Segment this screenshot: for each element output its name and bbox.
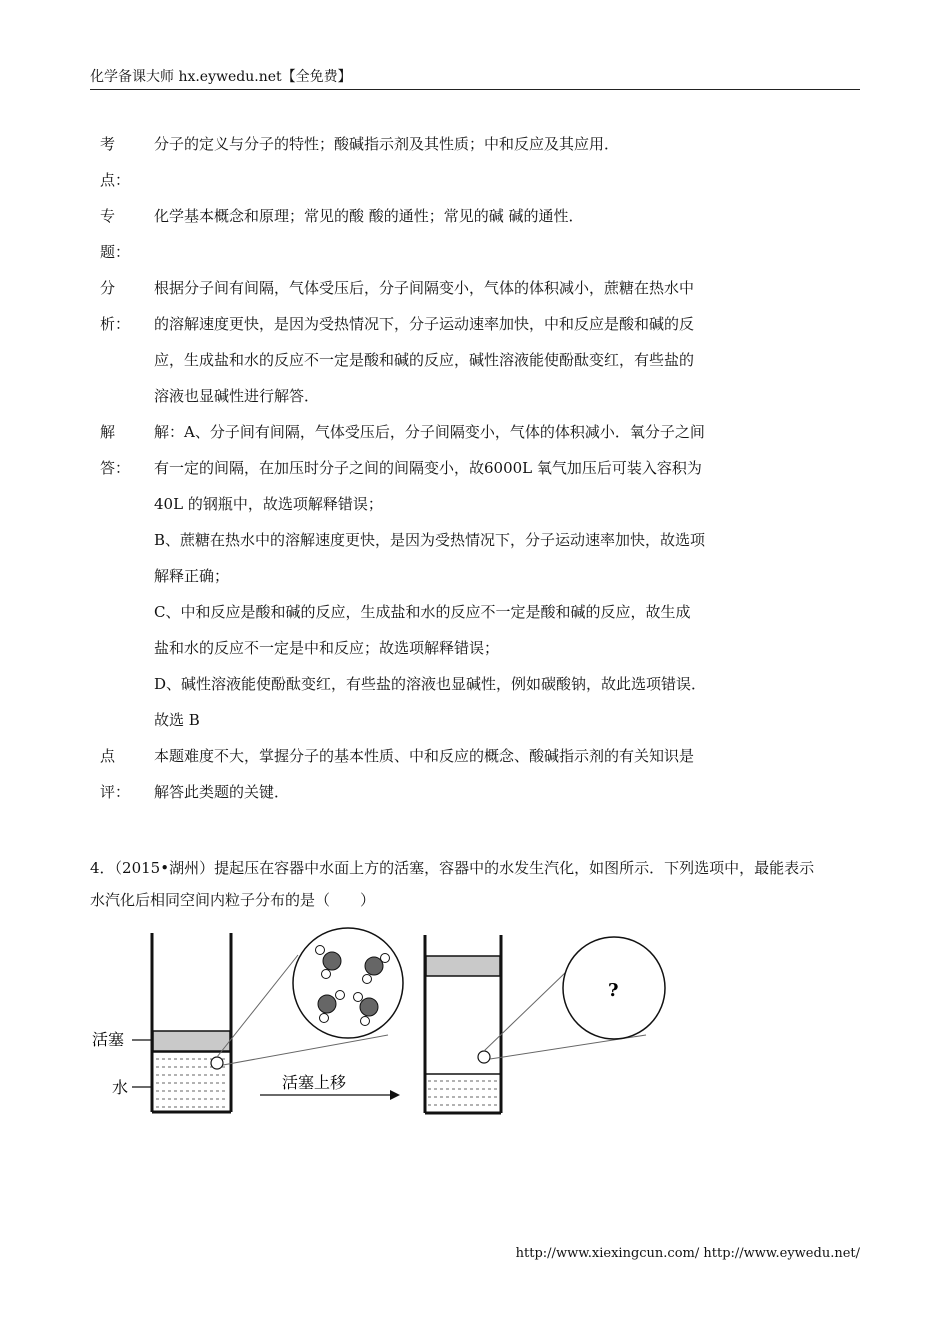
section-line: 故选 B [154,711,200,729]
section-body [154,414,750,738]
section-line: 溶液也显碱性进行解答． [154,387,320,405]
section-line: C、中和反应是酸和碱的反应，生成盐和水的反应不一定是酸和碱的反应，故生成 [154,603,691,621]
vaporization-figure [80,925,680,1125]
label-arrow: 活塞上移 [282,1073,347,1092]
question-mark: ? [608,980,619,1001]
section-label-char: 点 [100,747,116,765]
section-line: 分子的定义与分子的特性；酸碱指示剂及其性质；中和反应及其应用． [154,135,620,153]
section-label-char: 考 [100,135,116,153]
section-label [100,198,140,270]
section-line: D、碱性溶液能使酚酞变红，有些盐的溶液也显碱性，例如碳酸钠，故此选项错误． [154,675,707,693]
section-line: 40L 的钢瓶中，故选项解释错误； [154,495,383,513]
label-water: 水 [112,1078,129,1097]
section-body [154,270,750,414]
section-2 [100,270,750,414]
section-body [154,738,750,810]
right-piston [426,956,500,976]
section-line: 解：A、分子间有间隔，气体受压后，分子间隔变小，气体的体积减小．氧分子之间 [154,423,705,441]
question-4-line-2: 水汽化后相同空间内粒子分布的是（ ） [90,891,376,909]
section-line: 化学基本概念和原理；常见的酸 酸的通性；常见的碱 碱的通性． [154,207,584,225]
section-line: 的溶解速度更快，是因为受热情况下，分子运动速率加快，中和反应是酸和碱的反 [154,315,695,333]
left-zoom-circle [293,928,403,1038]
section-label [100,126,140,198]
section-label-char: 解 [100,423,116,441]
arrow-head [390,1090,400,1100]
page-header: 化学备课大师 hx.eywedu.net【全免费】 [90,66,860,90]
section-label-char: 析： [100,315,131,333]
section-1 [100,198,750,270]
right-particle [478,1051,490,1063]
section-label [100,414,140,486]
section-3 [100,414,750,738]
page-footer: http://www.xiexingcun.com/ http://www.eywedu.net/ [515,1246,860,1261]
section-line: 有一定的间隔，在加压时分子之间的间隔变小，故6000L 氧气加压后可装入容积为 [154,459,702,477]
section-body [154,126,750,198]
section-label [100,270,140,342]
right-water [428,1081,498,1105]
left-container [152,933,231,1112]
left-particle [211,1057,223,1069]
section-line: 应，生成盐和水的反应不一定是酸和碱的反应，碱性溶液能使酚酞变红，有些盐的 [154,351,695,369]
left-piston [153,1031,230,1051]
section-line: 解答此类题的关键． [154,783,290,801]
question-4 [90,852,860,916]
right-container [425,935,501,1113]
section-line: 盐和水的反应不一定是中和反应；故选项解释错误； [154,639,500,657]
section-label-char: 分 [100,279,116,297]
section-label-char: 专 [100,207,116,225]
section-line: 本题难度不大，掌握分子的基本性质、中和反应的概念、酸碱指示剂的有关知识是 [154,747,695,765]
section-0 [100,126,750,198]
section-label [100,738,140,810]
section-line: 解释正确； [154,567,230,585]
analysis-block [100,126,750,810]
question-4-line-1: 4．（2015•湖州）提起压在容器中水面上方的活塞，容器中的水发生汽化，如图所示．下列选项中，最能表示 [90,859,815,877]
section-label-char: 评： [100,783,131,801]
section-4 [100,738,750,810]
section-label-char: 点： [100,171,131,189]
section-line [154,234,750,270]
section-body [154,198,750,270]
section-line: B、蔗糖在热水中的溶解速度更快，是因为受热情况下，分子运动速率加快，故选项 [154,531,706,549]
section-label-char: 答： [100,459,131,477]
section-label-char: 题： [100,243,131,261]
section-line: 根据分子间有间隔，气体受压后，分子间隔变小，气体的体积减小，蔗糖在热水中 [154,279,695,297]
section-line [154,162,750,198]
label-piston: 活塞 [92,1030,125,1049]
